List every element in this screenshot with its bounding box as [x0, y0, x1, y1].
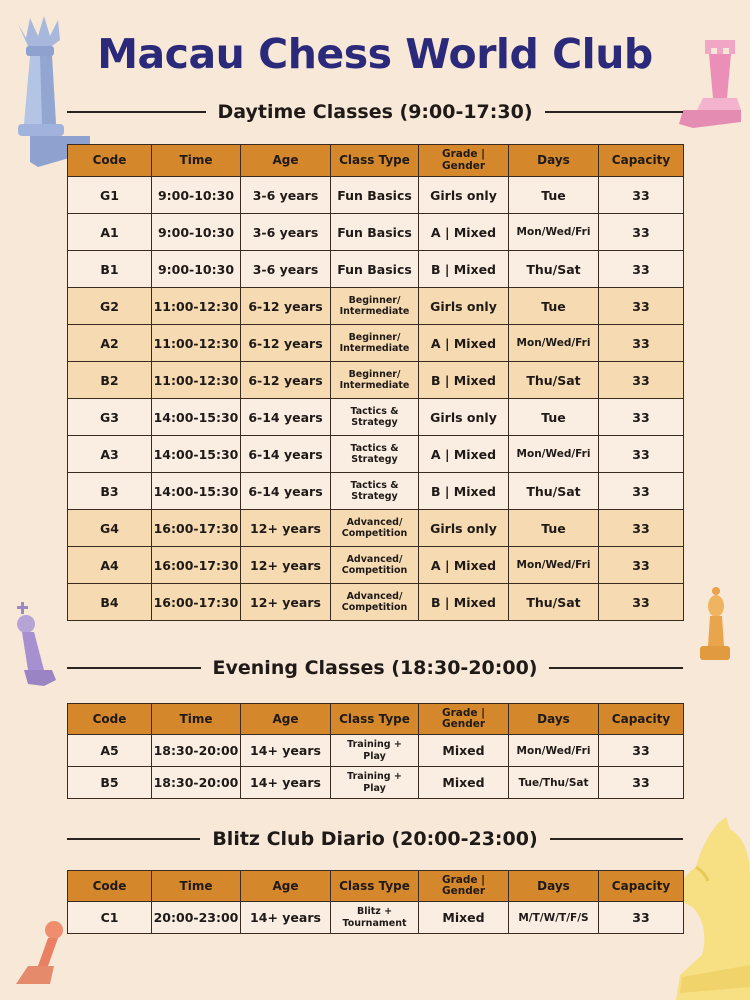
cell-time: 16:00-17:30: [152, 584, 241, 621]
table-row: [68, 767, 684, 799]
cell-days: Mon/Wed/Fri: [509, 547, 599, 584]
class-type-line2: Play: [363, 782, 386, 794]
cell-code: G1: [68, 177, 152, 214]
table-row: [68, 473, 684, 510]
cell-time: 11:00-12:30: [152, 362, 241, 399]
section-heading-text: Blitz Club Diario (20:00-23:00): [212, 828, 538, 850]
table-row: [68, 436, 684, 473]
section-heading-daytime: [67, 100, 683, 124]
col-header-grade-line: Grade |: [441, 148, 485, 161]
class-type-line2: Intermediate: [339, 306, 410, 317]
cell-capacity: 33: [599, 436, 684, 473]
cell-days: Tue: [509, 510, 599, 547]
table-row: [68, 177, 684, 214]
cell-capacity: 33: [599, 902, 684, 934]
evening-classes-table: [67, 703, 684, 799]
cell-time: 14:00-15:30: [152, 399, 241, 436]
cell-code: A1: [68, 214, 152, 251]
class-type-line1: Beginner/: [348, 368, 401, 380]
table-row: [68, 584, 684, 621]
cell-code: A4: [68, 547, 152, 584]
cell-code: B4: [68, 584, 152, 621]
class-type-line1: Training +: [347, 739, 402, 751]
cell-days: Tue: [509, 288, 599, 325]
section-heading-evening: [67, 656, 683, 680]
cell-class-type: [331, 735, 419, 767]
cell-capacity: 33: [599, 473, 684, 510]
cell-capacity: 33: [599, 584, 684, 621]
cell-capacity: 33: [599, 288, 684, 325]
cell-age: 6-14 years: [241, 399, 331, 436]
col-header-capacity: Capacity: [599, 704, 684, 735]
section-heading-blitz: [67, 827, 683, 851]
cell-days: M/T/W/T/F/S: [509, 902, 599, 934]
table-row: [68, 902, 684, 934]
cell-grade-gender: B | Mixed: [419, 251, 509, 288]
cell-time: 9:00-10:30: [152, 214, 241, 251]
table-row: [68, 399, 684, 436]
divider: [67, 111, 206, 113]
col-header-code: Code: [68, 145, 152, 177]
class-type-line2: Strategy: [351, 491, 398, 502]
cell-grade-gender: A | Mixed: [419, 214, 509, 251]
cell-time: 18:30-20:00: [152, 767, 241, 799]
class-type-line1: Advanced/: [346, 590, 403, 602]
cell-code: G4: [68, 510, 152, 547]
cell-age: 6-12 years: [241, 325, 331, 362]
cell-grade-gender: Mixed: [419, 902, 509, 934]
daytime-classes-table: [67, 144, 684, 621]
col-header-gender-line: Gender: [441, 718, 486, 730]
cell-time: 11:00-12:30: [152, 288, 241, 325]
class-type-line1: Tactics &: [350, 405, 399, 417]
cell-age: 14+ years: [241, 902, 331, 934]
class-type-line1: Beginner/: [348, 294, 401, 306]
cell-days: Tue: [509, 399, 599, 436]
col-header-age: Age: [241, 871, 331, 902]
cell-time: 14:00-15:30: [152, 436, 241, 473]
bishop-icon: [696, 586, 730, 666]
cell-age: 3-6 years: [241, 251, 331, 288]
cell-time: 11:00-12:30: [152, 325, 241, 362]
cell-code: A5: [68, 735, 152, 767]
table-row: [68, 288, 684, 325]
class-type-line2: Tournament: [342, 917, 407, 929]
cell-time: 20:00-23:00: [152, 902, 241, 934]
class-type-line1: Advanced/: [346, 516, 403, 528]
cell-class-type: Fun Basics: [331, 251, 419, 288]
cell-code: B2: [68, 362, 152, 399]
col-header-grade-gender: [419, 704, 509, 735]
header-row: [68, 145, 684, 177]
col-header-capacity: Capacity: [599, 145, 684, 177]
cell-grade-gender: Girls only: [419, 288, 509, 325]
divider: [545, 111, 684, 113]
cell-age: 6-12 years: [241, 362, 331, 399]
col-header-time: Time: [152, 704, 241, 735]
cell-capacity: 33: [599, 767, 684, 799]
cell-class-type: [331, 584, 419, 621]
class-type-line1: Tactics &: [350, 442, 399, 454]
cell-age: 14+ years: [241, 767, 331, 799]
cell-grade-gender: Mixed: [419, 767, 509, 799]
cell-capacity: 33: [599, 547, 684, 584]
col-header-age: Age: [241, 704, 331, 735]
class-type-line2: Strategy: [351, 417, 398, 428]
cell-time: 18:30-20:00: [152, 735, 241, 767]
cell-age: 6-14 years: [241, 473, 331, 510]
col-header-class-type: Class Type: [331, 871, 419, 902]
class-type-line1: Training +: [347, 771, 402, 783]
cell-age: 12+ years: [241, 547, 331, 584]
cell-class-type: Fun Basics: [331, 214, 419, 251]
cell-time: 9:00-10:30: [152, 177, 241, 214]
cell-days: Tue/Thu/Sat: [509, 767, 599, 799]
cell-grade-gender: A | Mixed: [419, 325, 509, 362]
col-header-code: Code: [68, 871, 152, 902]
cell-age: 3-6 years: [241, 177, 331, 214]
king-icon: [14, 600, 60, 688]
class-type-line2: Intermediate: [339, 380, 410, 391]
cell-grade-gender: B | Mixed: [419, 584, 509, 621]
class-type-line1: Advanced/: [346, 553, 403, 565]
col-header-capacity: Capacity: [599, 871, 684, 902]
cell-code: A2: [68, 325, 152, 362]
cell-class-type: [331, 767, 419, 799]
cell-days: Thu/Sat: [509, 473, 599, 510]
cell-capacity: 33: [599, 399, 684, 436]
cell-grade-gender: Mixed: [419, 735, 509, 767]
col-header-grade-gender: [419, 871, 509, 902]
cell-class-type: [331, 362, 419, 399]
class-type-line2: Strategy: [351, 454, 398, 465]
cell-class-type: [331, 325, 419, 362]
divider: [550, 838, 683, 840]
cell-capacity: 33: [599, 251, 684, 288]
col-header-grade-line: Grade |: [441, 706, 485, 719]
col-header-class-type: Class Type: [331, 704, 419, 735]
header-row: [68, 704, 684, 735]
cell-class-type: [331, 473, 419, 510]
cell-days: Tue: [509, 177, 599, 214]
col-header-grade-gender: [419, 145, 509, 177]
cell-age: 6-12 years: [241, 288, 331, 325]
cell-age: 12+ years: [241, 584, 331, 621]
cell-class-type: [331, 902, 419, 934]
cell-code: A3: [68, 436, 152, 473]
header-row: [68, 871, 684, 902]
cell-class-type: [331, 436, 419, 473]
col-header-code: Code: [68, 704, 152, 735]
cell-age: 3-6 years: [241, 214, 331, 251]
cell-capacity: 33: [599, 510, 684, 547]
col-header-grade-line: Grade |: [441, 873, 485, 886]
col-header-days: Days: [509, 704, 599, 735]
cell-class-type: [331, 288, 419, 325]
cell-code: G3: [68, 399, 152, 436]
divider: [549, 667, 683, 669]
class-type-line2: Competition: [341, 528, 408, 539]
col-header-time: Time: [152, 145, 241, 177]
blitz-club-table: [67, 870, 684, 934]
class-type-line1: Beginner/: [348, 331, 401, 343]
cell-grade-gender: Girls only: [419, 399, 509, 436]
col-header-gender-line: Gender: [441, 885, 486, 897]
cell-time: 16:00-17:30: [152, 547, 241, 584]
cell-code: B5: [68, 767, 152, 799]
col-header-class-type: Class Type: [331, 145, 419, 177]
cell-code: B3: [68, 473, 152, 510]
cell-age: 14+ years: [241, 735, 331, 767]
cell-days: Thu/Sat: [509, 584, 599, 621]
class-type-line2: Intermediate: [339, 343, 410, 354]
col-header-days: Days: [509, 145, 599, 177]
cell-capacity: 33: [599, 214, 684, 251]
table-row: [68, 214, 684, 251]
cell-grade-gender: B | Mixed: [419, 362, 509, 399]
cell-days: Mon/Wed/Fri: [509, 436, 599, 473]
cell-capacity: 33: [599, 325, 684, 362]
table-row: [68, 735, 684, 767]
cell-days: Mon/Wed/Fri: [509, 735, 599, 767]
table-row: [68, 510, 684, 547]
cell-grade-gender: B | Mixed: [419, 473, 509, 510]
cell-code: B1: [68, 251, 152, 288]
cell-time: 14:00-15:30: [152, 473, 241, 510]
cell-grade-gender: Girls only: [419, 510, 509, 547]
table-row: [68, 325, 684, 362]
cell-class-type: [331, 510, 419, 547]
cell-days: Mon/Wed/Fri: [509, 214, 599, 251]
cell-class-type: [331, 547, 419, 584]
class-type-line2: Competition: [341, 565, 408, 576]
table-row: [68, 547, 684, 584]
page-title: Macau Chess World Club: [97, 30, 653, 78]
cell-grade-gender: A | Mixed: [419, 436, 509, 473]
cell-days: Thu/Sat: [509, 362, 599, 399]
col-header-gender-line: Gender: [441, 159, 486, 172]
divider: [67, 838, 200, 840]
cell-capacity: 33: [599, 735, 684, 767]
class-type-line1: Tactics &: [350, 479, 399, 491]
cell-time: 9:00-10:30: [152, 251, 241, 288]
cell-grade-gender: Girls only: [419, 177, 509, 214]
table-row: [68, 251, 684, 288]
cell-capacity: 33: [599, 362, 684, 399]
section-heading-text: Evening Classes (18:30-20:00): [212, 657, 538, 679]
pawn-icon: [14, 918, 66, 990]
cell-code: C1: [68, 902, 152, 934]
cell-age: 6-14 years: [241, 436, 331, 473]
cell-class-type: Fun Basics: [331, 177, 419, 214]
class-type-line2: Play: [363, 750, 386, 762]
cell-days: Mon/Wed/Fri: [509, 325, 599, 362]
col-header-time: Time: [152, 871, 241, 902]
cell-grade-gender: A | Mixed: [419, 547, 509, 584]
cell-time: 16:00-17:30: [152, 510, 241, 547]
class-type-line1: Blitz +: [356, 906, 393, 918]
cell-code: G2: [68, 288, 152, 325]
cell-capacity: 33: [599, 177, 684, 214]
divider: [67, 667, 201, 669]
col-header-age: Age: [241, 145, 331, 177]
cell-class-type: [331, 399, 419, 436]
cell-age: 12+ years: [241, 510, 331, 547]
cell-days: Thu/Sat: [509, 251, 599, 288]
table-row: [68, 362, 684, 399]
col-header-days: Days: [509, 871, 599, 902]
class-type-line2: Competition: [341, 602, 408, 613]
section-heading-text: Daytime Classes (9:00-17:30): [217, 101, 533, 123]
